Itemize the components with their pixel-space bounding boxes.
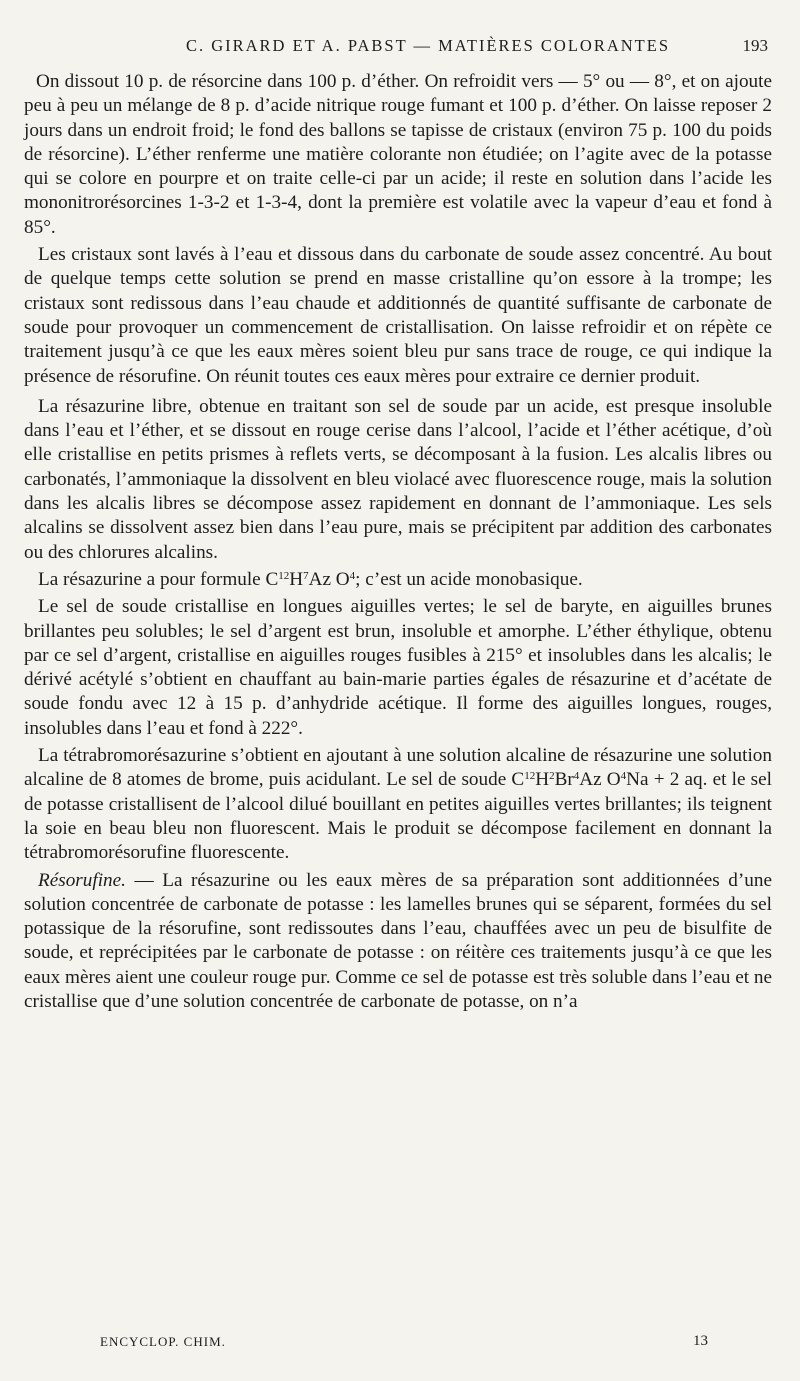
- page-footer: [100, 1334, 708, 1350]
- signature-mark: 13: [693, 1333, 708, 1349]
- paragraph-crystals-washing: Les cristaux sont lavés à l’eau et dissous dans du carbonate de soude assez concentré. Au bout de quelque temps cette solution se prend en masse cristalline qu’on essore à la trompe; les cristaux sont redissous dans l’eau chaude et additionnés de quantité suffisante de carbonate de soude pour provoquer un commencement de cristallisation. On laisse refroidir et on répète ce traitement jusqu’à ce que les eaux mères soient bleu pur sans trace de rouge, ce qui indique la présence de résorufine. On réunit toutes ces eaux mères pour extraire ce dernier produit.: [24, 244, 772, 387]
- running-title: C. GIRARD ET A. PABST — MATIÈRES COLORANTES: [185, 36, 671, 55]
- running-head: [24, 36, 772, 70]
- main-text: [24, 70, 772, 1014]
- paragraph-formula: La résazurine a pour formule $C^{12}H^7Az$ $O^4$; c’est un acide monobasique.: [38, 568, 583, 590]
- footer-source: ENCYCLOP. CHIM.: [100, 1334, 226, 1349]
- paragraph-resorufine: Résorufine. — La résazurine ou les eaux mères de sa préparation sont additionnées d’une solution concentrée de carbonate de potasse : les lamelles brunes qui se séparent, formées du sel potassique de la résorufine, sont redissoutes dans l’eau, chauffées avec un peu de bisulfite de soude, et reprécipitées par le carbonate de potasse : on réitère ces traitements jusqu’à ce que les eaux mères aient une couleur rouge pur. Comme ce sel de potasse est très soluble dans l’eau et ne cristallise que d’une solution concentrée de carbonate de potasse, on n’a: [24, 869, 772, 1012]
- page-number: 193: [742, 36, 768, 55]
- paragraph-salts: Le sel de soude cristallise en longues aiguilles vertes; le sel de baryte, en aiguilles brunes brillantes peu solubles; le sel d’argent est brun, insoluble et amorphe. L’éther éthylique, obtenu par ce sel d’argent, cristallise en aiguilles rouges fusibles à 215° et insolubles dans les alcalis; le dérivé acétylé s’obtient en chauffant au bain-marie parties égales de résazurine et d’acétate de soude fondu avec 12 à 15 p. d’anhydride acétique. Il forme des aiguilles longues, rouges, insolubles dans l’eau et fond à 222°.: [24, 596, 772, 739]
- paragraph-tetrabromo: La tétrabromorésazurine s’obtient en ajoutant à une solution alcaline de résazurine une solution alcaline de 8 atomes de brome, puis acidulant. Le sel de soude $C^{12}H^2Br^4Az$ $O^4Na + 2$ aq. et le sel de potasse cristallisent de l’alcool dilué bouillant en petites aiguilles vertes brillantes; ils teignent la soie en beau bleu non fluorescent. Mais le produit se décompose facilement en donnant la tétrabromorésorufine fluorescente.: [24, 745, 772, 864]
- paragraph-free-resazurine: La résazurine libre, obtenue en traitant son sel de soude par un acide, est presque insoluble dans l’eau et l’éther, et se dissout en rouge cerise dans l’alcool, l’acide et l’éther acétique, d’où elle cristallise en petits prismes à reflets verts, se décomposant à la fusion. Les alcalis libres ou carbonatés, l’ammoniaque la dissolvent en bleu violacé avec fluorescence rouge, mais la solution dans les alcalis libres se décompose assez rapidement en donnant de l’ammoniaque. Les sels alcalins se dissolvent assez bien dans l’eau pure, mais se précipitent par addition des carbonates ou des chlorures alcalins.: [24, 395, 772, 563]
- section-title-resorufine: Résorufine.: [38, 869, 126, 891]
- paragraph-preparation: On dissout 10 p. de résorcine dans 100 p. d’éther. On refroidit vers — 5° ou — 8°, et on ajoute peu à peu un mélange de 8 p. d’acide nitrique rouge fumant et 100 p. d’éther. On laisse reposer 2 jours dans un endroit froid; le fond des ballons se tapisse de cristaux (environ 75 p. 100 du poids de résorcine). L’éther renferme une matière colorante non étudiée; on l’agite avec de la potasse qui se colore en pourpre et on traite celle-ci par un acide; il reste en solution dans l’acide les mononitrorésorcines 1-3-2 et 1-3-4, dont la première est volatile avec la vapeur d’eau et fond à 85°.: [24, 71, 772, 238]
